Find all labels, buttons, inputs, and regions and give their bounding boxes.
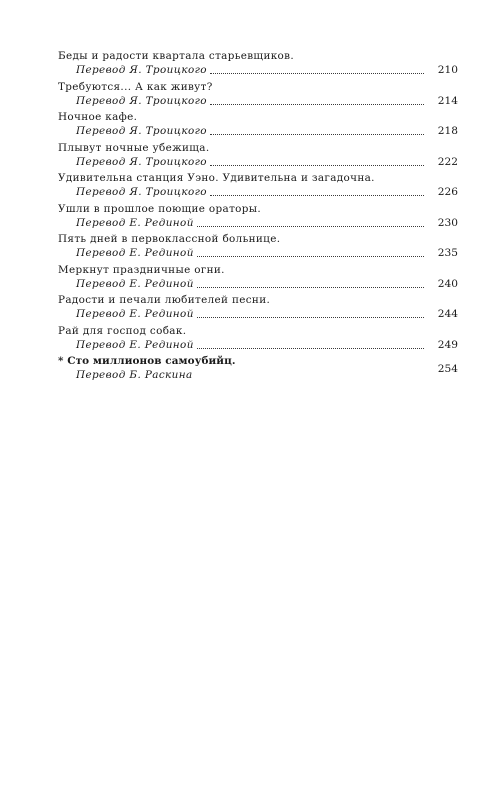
toc-entry bbox=[58, 354, 458, 385]
toc-entry-page-number: 254 bbox=[437, 363, 458, 375]
toc-entry bbox=[58, 110, 458, 141]
dot-leader bbox=[210, 194, 424, 196]
dot-leader bbox=[197, 225, 424, 227]
toc-entry-title: Пять дней в первоклассной больнице. bbox=[58, 233, 281, 245]
toc-entry-translator: Перевод Е. Рединой bbox=[76, 216, 194, 229]
table-of-contents bbox=[58, 49, 458, 385]
dot-leader bbox=[197, 316, 424, 318]
toc-entry bbox=[58, 263, 458, 294]
dot-leader bbox=[197, 347, 424, 349]
toc-entry-title: Меркнут праздничные огни. bbox=[58, 263, 225, 276]
toc-entry bbox=[58, 202, 458, 233]
dot-leader bbox=[210, 103, 424, 105]
toc-entry bbox=[58, 232, 458, 263]
toc-entry-translator: Перевод Е. Рединой bbox=[76, 247, 194, 259]
toc-entry-translator: Перевод Б. Раскина bbox=[76, 369, 193, 381]
toc-entry-page-number: 240 bbox=[437, 277, 458, 290]
toc-entry-title: Радости и печали любителей песни. bbox=[58, 294, 271, 306]
toc-entry-page-number: 226 bbox=[437, 186, 458, 198]
toc-entry-translator: Перевод Е. Рединой bbox=[76, 277, 194, 290]
toc-entry bbox=[58, 49, 458, 80]
toc-entry-page-number: 230 bbox=[437, 216, 458, 229]
toc-entry-translator: Перевод Е. Рединой bbox=[76, 338, 194, 351]
toc-entry-page-number: 244 bbox=[437, 308, 458, 320]
dot-leader bbox=[196, 378, 424, 379]
toc-entry-title: Ночное кафе. bbox=[58, 111, 138, 123]
toc-entry-title: Удивительна станция Уэно. Удивительна и загадочна. bbox=[58, 172, 375, 184]
toc-entry-title: Требуются... А как живут? bbox=[58, 80, 213, 93]
toc-entry-translator: Перевод Я. Троицкого bbox=[76, 94, 207, 107]
toc-entry-page-number: 235 bbox=[437, 247, 458, 259]
toc-entry-title: * Сто миллионов самоубийц. bbox=[58, 355, 236, 367]
toc-entry-page-number: 249 bbox=[437, 338, 458, 351]
dot-leader bbox=[197, 286, 424, 288]
dot-leader bbox=[197, 255, 424, 257]
toc-entry-page-number: 214 bbox=[437, 94, 458, 107]
dot-leader bbox=[210, 164, 424, 166]
toc-entry-page-number: 210 bbox=[437, 64, 458, 76]
toc-entry-title: Плывут ночные убежища. bbox=[58, 141, 210, 154]
toc-entry-translator: Перевод Я. Троицкого bbox=[76, 64, 207, 76]
toc-entry-translator: Перевод Я. Троицкого bbox=[76, 125, 207, 137]
toc-entry bbox=[58, 293, 458, 324]
dot-leader bbox=[210, 72, 424, 74]
toc-entry-title: Рай для господ собак. bbox=[58, 324, 187, 337]
toc-entry bbox=[58, 141, 458, 172]
toc-entry-page-number: 218 bbox=[437, 125, 458, 137]
toc-entry-translator: Перевод Я. Троицкого bbox=[76, 186, 207, 198]
toc-entry bbox=[58, 171, 458, 202]
toc-entry-page-number: 222 bbox=[437, 155, 458, 168]
dot-leader bbox=[210, 133, 424, 135]
toc-entry-translator: Перевод Я. Троицкого bbox=[76, 155, 207, 168]
toc-entry-title: Беды и радости квартала старьевщиков. bbox=[58, 50, 295, 62]
toc-entry-title: Ушли в прошлое поющие ораторы. bbox=[58, 202, 262, 215]
toc-entry bbox=[58, 80, 458, 111]
toc-entry bbox=[58, 324, 458, 355]
toc-entry-translator: Перевод Е. Рединой bbox=[76, 308, 194, 320]
